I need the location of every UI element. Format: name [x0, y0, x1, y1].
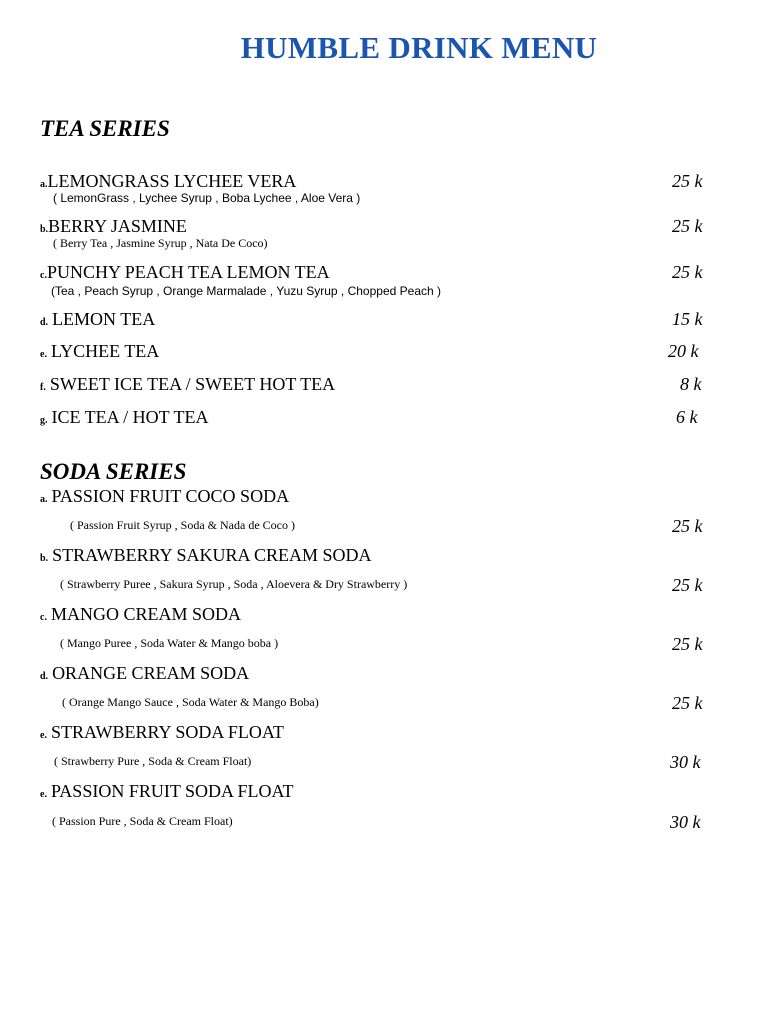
item-name: BERRY JASMINE [48, 216, 187, 236]
item-name: MANGO CREAM SODA [50, 604, 241, 624]
item-price: 30 k [670, 752, 701, 772]
item-price: 25 k [672, 262, 703, 282]
item-name: PUNCHY PEACH TEA LEMON TEA [46, 262, 330, 282]
item-price: 25 k [672, 634, 703, 654]
tea-item-c [40, 262, 720, 298]
item-price: 30 k [670, 812, 701, 832]
item-name: LEMON TEA [52, 309, 156, 329]
item-name: LEMONGRASS LYCHEE VERA [47, 171, 297, 191]
item-price: 15 k [672, 309, 703, 329]
item-name: STRAWBERRY SODA FLOAT [50, 722, 284, 742]
tea-item-b [40, 216, 720, 253]
soda-item-c [40, 604, 720, 654]
item-description: ( Passion Pure , Soda & Cream Float) [52, 814, 233, 828]
item-name: LYCHEE TEA [50, 341, 160, 361]
tea-item-d [40, 309, 720, 331]
item-letter: c. [40, 270, 47, 281]
item-name: ORANGE CREAM SODA [52, 663, 250, 683]
item-letter: e. [40, 349, 47, 360]
item-letter: b. [40, 224, 49, 235]
item-letter: d. [40, 671, 49, 682]
item-name: SWEET ICE TEA / SWEET HOT TEA [49, 374, 336, 394]
soda-item-b [40, 545, 720, 595]
item-letter: f. [40, 382, 46, 393]
item-price: 6 k [676, 407, 698, 427]
item-name: ICE TEA / HOT TEA [51, 407, 209, 427]
tea-item-f [40, 374, 720, 396]
item-description: ( Passion Fruit Syrup , Soda & Nada de Coco ) [70, 518, 295, 532]
item-description: ( Mango Puree , Soda Water & Mango boba ) [60, 636, 279, 650]
item-price: 25 k [672, 575, 703, 595]
item-price: 25 k [672, 171, 703, 191]
item-letter: c. [40, 612, 47, 623]
item-description: ( Berry Tea , Jasmine Syrup , Nata De Coco) [53, 236, 268, 250]
item-name: PASSION FRUIT SODA FLOAT [50, 781, 294, 801]
item-description: (Tea , Peach Syrup , Orange Marmalade , Yuzu Syrup , Chopped Peach ) [51, 284, 441, 298]
menu-title: HUMBLE DRINK MENU [240, 30, 598, 65]
item-letter: b. [40, 553, 49, 564]
tea-series-heading: TEA SERIES [40, 116, 170, 141]
item-letter: e. [40, 789, 47, 800]
item-price: 25 k [672, 516, 703, 536]
item-price: 25 k [672, 693, 703, 713]
item-description: ( Orange Mango Sauce , Soda Water & Mango Boba) [62, 695, 319, 709]
item-letter: g. [40, 415, 48, 426]
item-letter: a. [40, 179, 48, 190]
item-price: 8 k [680, 374, 702, 394]
item-name: STRAWBERRY SAKURA CREAM SODA [52, 545, 372, 565]
item-letter: e. [40, 730, 47, 741]
item-price: 25 k [672, 216, 703, 236]
soda-item-a [40, 486, 720, 536]
soda-item-d [40, 663, 720, 713]
soda-item-f [40, 781, 720, 832]
item-description: ( Strawberry Puree , Sakura Syrup , Soda , Aloevera & Dry Strawberry ) [60, 577, 408, 591]
item-description: ( Strawberry Pure , Soda & Cream Float) [54, 754, 252, 768]
soda-series-heading: SODA SERIES [40, 459, 187, 484]
item-price: 20 k [668, 341, 699, 361]
item-letter: d. [40, 317, 49, 328]
tea-item-a [40, 171, 720, 207]
tea-item-g [40, 407, 720, 429]
item-description: ( LemonGrass , Lychee Syrup , Boba Lychee , Aloe Vera ) [53, 191, 361, 205]
soda-item-e [40, 722, 720, 772]
item-letter: a. [40, 494, 48, 505]
item-name: PASSION FRUIT COCO SODA [51, 486, 290, 506]
tea-item-e [40, 341, 720, 363]
